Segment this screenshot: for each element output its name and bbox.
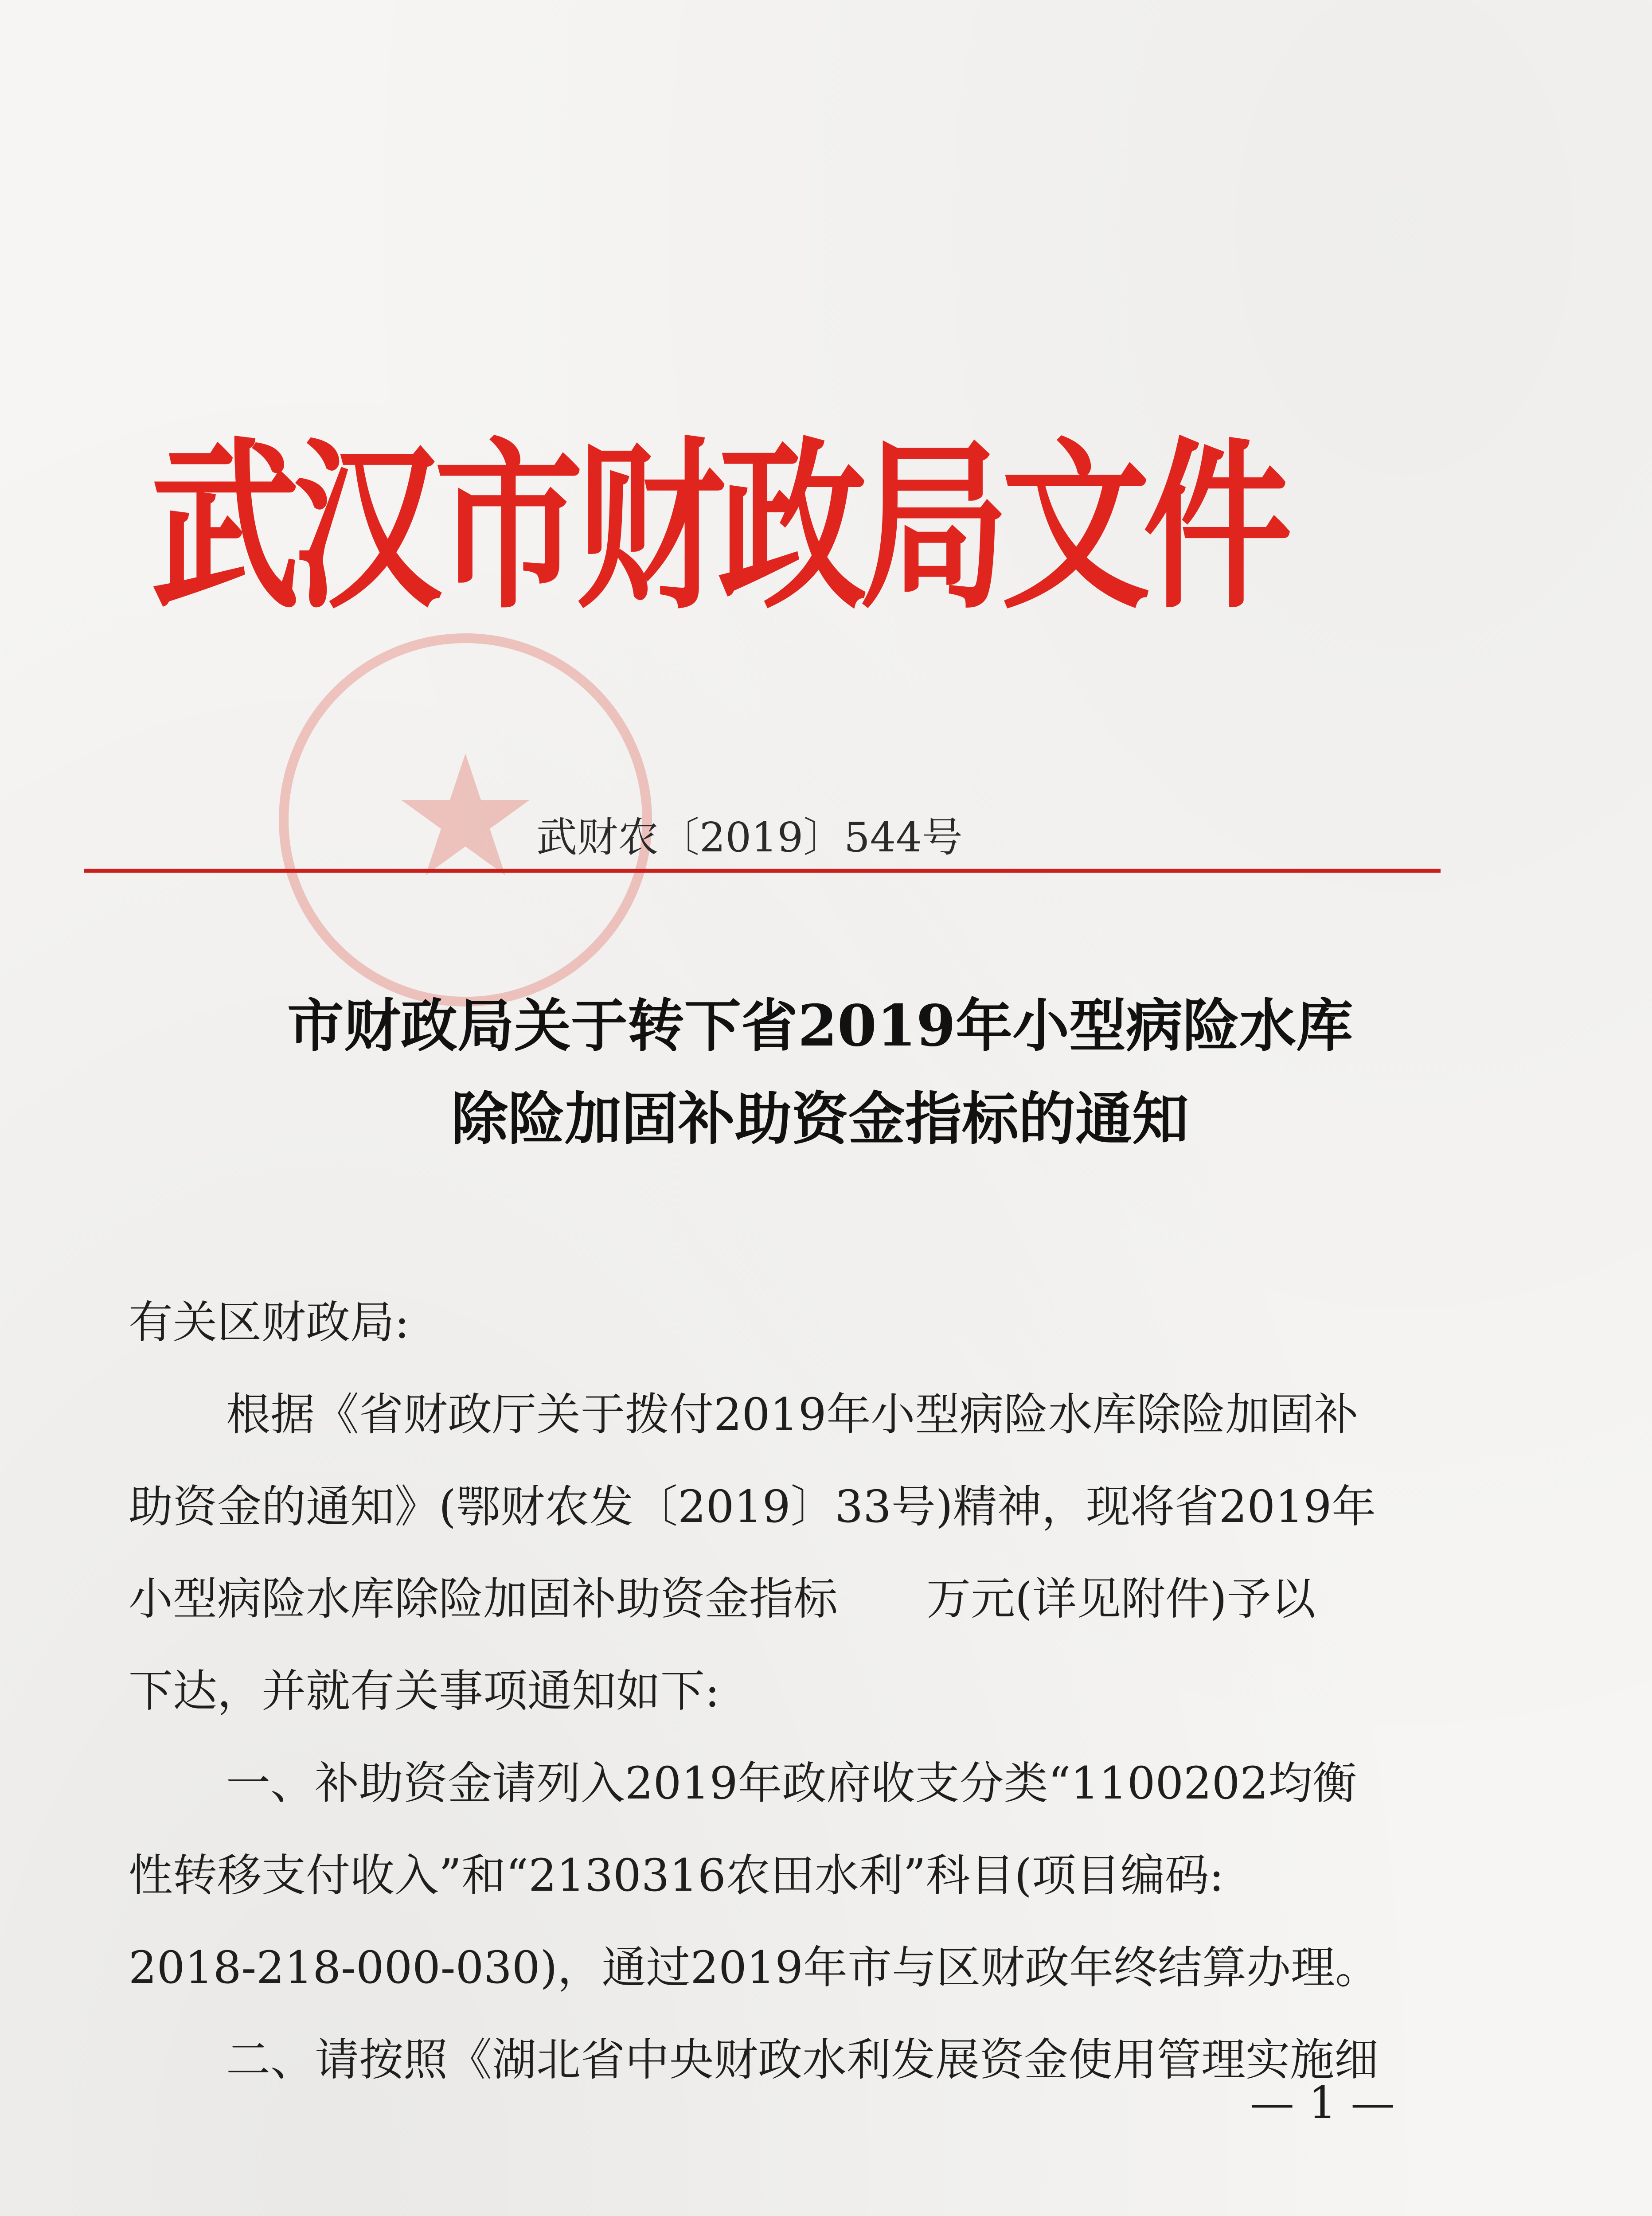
body-line: 性转移支付收入”和“2130316农田水利”科目(项目编码: (129, 1849, 1224, 1901)
notice-body (129, 1276, 1449, 2106)
body-line: 助资金的通知》(鄂财农发〔2019〕33号)精神，现将省2019年 (129, 1481, 1376, 1533)
body-line: 根据《省财政厅关于拨付2019年小型病险水库除险加固补 (226, 1389, 1359, 1440)
page-number: — 1 — (1250, 2077, 1395, 2129)
body-line: 小型病险水库除险加固补助资金指标 万元(详见附件)予以 (129, 1573, 1316, 1625)
agency-masthead: 武汉市财政局文件 (151, 421, 1285, 633)
notice-title (133, 979, 1507, 1166)
body-line: 下达，并就有关事项通知如下: (129, 1665, 720, 1717)
body-line: 一、补助资金请列入2019年政府收支分类“1100202均衡 (226, 1757, 1357, 1809)
notice-title-line-1: 市财政局关于转下省2019年小型病险水库 (287, 993, 1353, 1059)
notice-title-line-2: 除险加固补助资金指标的通知 (451, 1086, 1189, 1152)
red-divider-line (84, 869, 1441, 873)
body-line-salutation: 有关区财政局: (129, 1296, 410, 1348)
body-line: 2018-218-000-030)，通过2019年市与区财政年终结算办理。 (129, 1942, 1379, 1994)
document-number: 武财农〔2019〕544号 (536, 814, 963, 861)
body-line: 二、请按照《湖北省中央财政水利发展资金使用管理实施细 (226, 2034, 1379, 2086)
